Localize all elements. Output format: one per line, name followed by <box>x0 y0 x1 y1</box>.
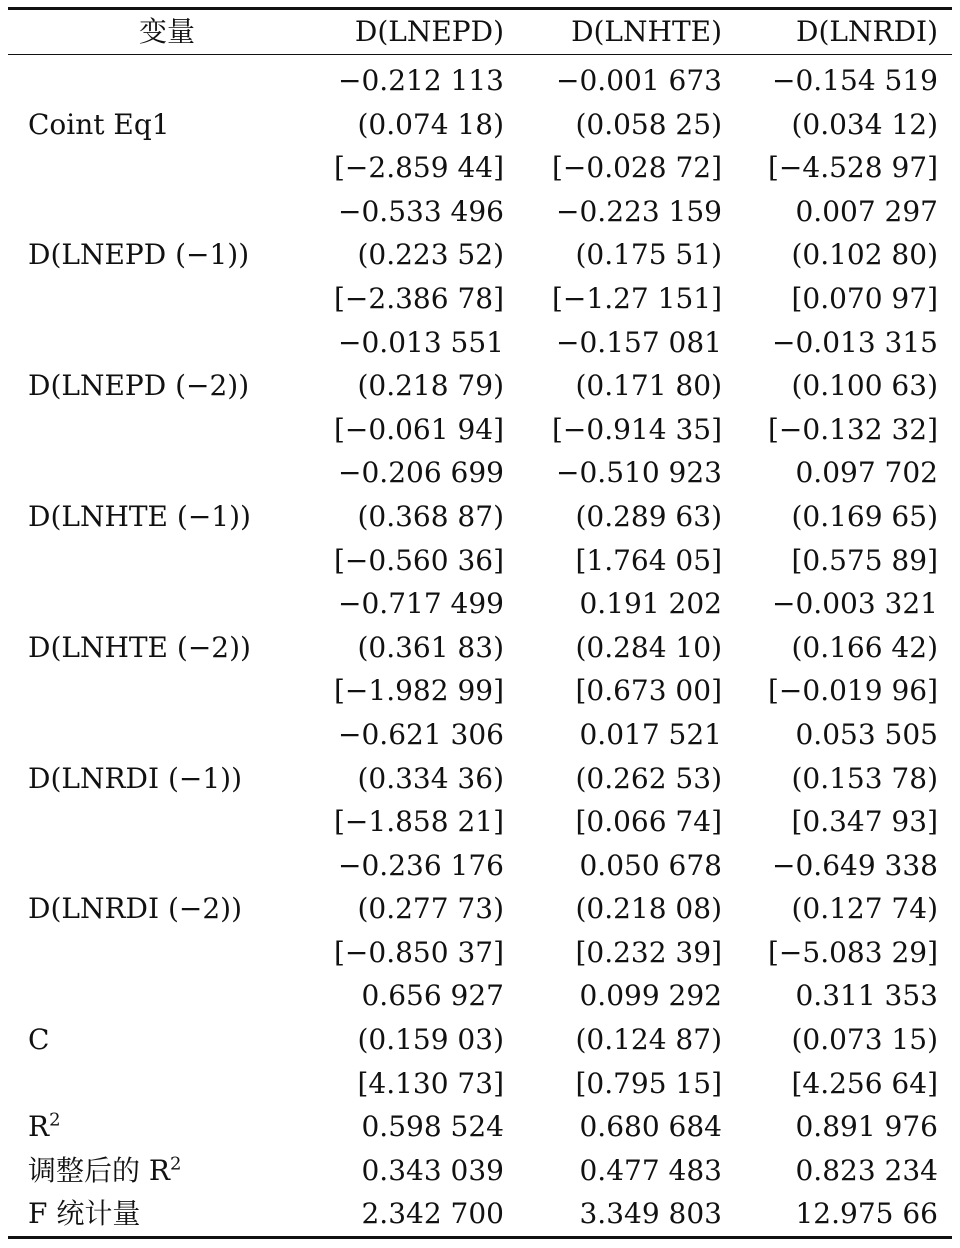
coefficient-cell: −0.013 551 <box>338 325 504 359</box>
std-error-cell: (0.058 25) <box>575 107 722 141</box>
std-error-cell: (0.153 78) <box>791 761 938 795</box>
t-stat-cell: [4.256 64] <box>791 1066 938 1100</box>
table-row <box>8 974 952 1018</box>
stat-label-text: 调整后的 R <box>28 1153 170 1187</box>
t-stat-cell: [0.673 00] <box>575 674 722 708</box>
table-header-row <box>8 9 952 55</box>
stat-value-cell: 12.975 66 <box>795 1197 938 1231</box>
table-row <box>8 495 952 539</box>
stat-row <box>8 1192 952 1237</box>
stat-value-cell: 0.343 039 <box>361 1153 504 1187</box>
empty-label-cell <box>8 974 326 1018</box>
stat-label-superscript: 2 <box>169 1153 182 1175</box>
var-estimates-table <box>8 7 952 1239</box>
empty-label-cell <box>8 408 326 452</box>
t-stat-cell: [0.070 97] <box>791 281 938 315</box>
table-row <box>8 277 952 321</box>
t-stat-cell: [−0.914 35] <box>552 412 722 446</box>
empty-label-cell <box>8 800 326 844</box>
table-row <box>8 1062 952 1106</box>
coefficient-cell: 0.007 297 <box>795 194 938 228</box>
header-lnhte: D(LNHTE) <box>571 15 722 48</box>
variable-label: D(LNRDI (−2)) <box>28 892 243 926</box>
std-error-cell: (0.073 15) <box>791 1023 938 1057</box>
coefficient-cell: 0.053 505 <box>795 717 938 751</box>
t-stat-cell: [−0.028 72] <box>552 151 722 185</box>
coefficient-cell: 0.050 678 <box>579 848 722 882</box>
empty-label-cell <box>8 277 326 321</box>
stat-label-text: F 统计量 <box>28 1197 141 1231</box>
table-row <box>8 931 952 975</box>
t-stat-cell: [−1.982 99] <box>334 674 504 708</box>
t-stat-cell: [−2.386 78] <box>334 281 504 315</box>
stat-value-cell: 0.598 524 <box>361 1110 504 1144</box>
std-error-cell: (0.175 51) <box>575 238 722 272</box>
header-lnepd: D(LNEPD) <box>354 15 504 48</box>
table-row <box>8 800 952 844</box>
stat-value-cell: 3.349 803 <box>579 1197 722 1231</box>
coefficient-cell: −0.212 113 <box>338 64 504 97</box>
stat-value-cell: 0.891 976 <box>795 1110 938 1144</box>
coefficient-cell: 0.656 927 <box>361 979 504 1013</box>
table-row <box>8 451 952 495</box>
variable-label: D(LNEPD (−2)) <box>28 369 250 403</box>
table-row <box>8 55 952 103</box>
std-error-cell: (0.218 79) <box>357 369 504 403</box>
t-stat-cell: [−0.850 37] <box>334 935 504 969</box>
stat-value-cell: 2.342 700 <box>361 1197 504 1231</box>
empty-label-cell <box>8 146 326 190</box>
t-stat-cell: [−1.858 21] <box>334 805 504 839</box>
empty-label-cell <box>8 321 326 365</box>
table-body <box>8 55 952 1238</box>
stat-value-cell: 0.477 483 <box>579 1153 722 1187</box>
coefficient-cell: −0.510 923 <box>556 456 722 490</box>
table-row <box>8 364 952 408</box>
coefficient-cell: −0.157 081 <box>556 325 722 359</box>
coefficient-cell: −0.533 496 <box>338 194 504 228</box>
stat-value-cell: 0.823 234 <box>795 1153 938 1187</box>
t-stat-cell: [0.795 15] <box>575 1066 722 1100</box>
std-error-cell: (0.277 73) <box>357 892 504 926</box>
variable-label: D(LNHTE (−1)) <box>28 499 251 533</box>
table-row <box>8 103 952 147</box>
variable-label: D(LNEPD (−1)) <box>28 238 250 272</box>
coefficient-cell: −0.717 499 <box>338 587 504 621</box>
std-error-cell: (0.074 18) <box>357 107 504 141</box>
std-error-cell: (0.368 87) <box>357 499 504 533</box>
t-stat-cell: [−5.083 29] <box>768 935 938 969</box>
t-stat-cell: [1.764 05] <box>575 543 722 577</box>
table-row <box>8 757 952 801</box>
table-row <box>8 713 952 757</box>
t-stat-cell: [−0.560 36] <box>334 543 504 577</box>
std-error-cell: (0.127 74) <box>791 892 938 926</box>
table-row <box>8 887 952 931</box>
std-error-cell: (0.124 87) <box>575 1023 722 1057</box>
table-row <box>8 190 952 234</box>
coefficient-cell: 0.097 702 <box>795 456 938 490</box>
std-error-cell: (0.284 10) <box>575 630 722 664</box>
coefficient-cell: 0.191 202 <box>579 587 722 621</box>
t-stat-cell: [0.232 39] <box>575 935 722 969</box>
coefficient-cell: 0.311 353 <box>795 979 938 1013</box>
empty-label-cell <box>8 55 326 103</box>
table-row <box>8 844 952 888</box>
stat-label <box>8 1149 326 1193</box>
table-row <box>8 539 952 583</box>
stat-row <box>8 1149 952 1193</box>
coefficient-cell: −0.649 338 <box>772 848 938 882</box>
coefficient-cell: −0.206 699 <box>338 456 504 490</box>
empty-label-cell <box>8 669 326 713</box>
t-stat-cell: [−0.061 94] <box>334 412 504 446</box>
std-error-cell: (0.100 63) <box>791 369 938 403</box>
table-row <box>8 408 952 452</box>
stat-value-cell: 0.680 684 <box>579 1110 722 1144</box>
t-stat-cell: [0.347 93] <box>791 805 938 839</box>
std-error-cell: (0.159 03) <box>357 1023 504 1057</box>
header-variable: 变量 <box>138 15 195 48</box>
t-stat-cell: [−4.528 97] <box>768 151 938 185</box>
header-lnrdi: D(LNRDI) <box>796 15 938 48</box>
coefficient-cell: 0.099 292 <box>579 979 722 1013</box>
std-error-cell: (0.262 53) <box>575 761 722 795</box>
empty-label-cell <box>8 190 326 234</box>
table-row <box>8 626 952 670</box>
coefficient-cell: 0.017 521 <box>579 717 722 751</box>
t-stat-cell: [4.130 73] <box>357 1066 504 1100</box>
stat-label-text: R <box>28 1110 50 1144</box>
empty-label-cell <box>8 1062 326 1106</box>
coefficient-cell: −0.621 306 <box>338 717 504 751</box>
variable-label: Coint Eq1 <box>28 107 170 141</box>
table-row <box>8 146 952 190</box>
std-error-cell: (0.218 08) <box>575 892 722 926</box>
coefficient-cell: −0.223 159 <box>556 194 722 228</box>
regression-table-container <box>8 7 952 1239</box>
std-error-cell: (0.171 80) <box>575 369 722 403</box>
coefficient-cell: −0.001 673 <box>556 64 722 97</box>
std-error-cell: (0.334 36) <box>357 761 504 795</box>
t-stat-cell: [0.066 74] <box>575 805 722 839</box>
t-stat-cell: [0.575 89] <box>791 543 938 577</box>
t-stat-cell: [−0.019 96] <box>768 674 938 708</box>
empty-label-cell <box>8 844 326 888</box>
variable-label: C <box>28 1023 50 1057</box>
coefficient-cell: −0.003 321 <box>772 587 938 621</box>
coefficient-cell: −0.013 315 <box>772 325 938 359</box>
empty-label-cell <box>8 582 326 626</box>
std-error-cell: (0.223 52) <box>357 238 504 272</box>
std-error-cell: (0.169 65) <box>791 499 938 533</box>
std-error-cell: (0.289 63) <box>575 499 722 533</box>
std-error-cell: (0.166 42) <box>791 630 938 664</box>
stat-label <box>8 1192 326 1237</box>
std-error-cell: (0.034 12) <box>791 107 938 141</box>
coefficient-cell: −0.154 519 <box>772 64 938 97</box>
table-row <box>8 1018 952 1062</box>
empty-label-cell <box>8 713 326 757</box>
t-stat-cell: [−2.859 44] <box>334 151 504 185</box>
variable-label: D(LNRDI (−1)) <box>28 761 243 795</box>
table-row <box>8 669 952 713</box>
table-row <box>8 582 952 626</box>
empty-label-cell <box>8 931 326 975</box>
stat-label-superscript: 2 <box>49 1109 61 1131</box>
stat-row <box>8 1105 952 1149</box>
empty-label-cell <box>8 451 326 495</box>
table-row <box>8 233 952 277</box>
stat-label <box>8 1105 326 1149</box>
std-error-cell: (0.361 83) <box>357 630 504 664</box>
table-row <box>8 321 952 365</box>
std-error-cell: (0.102 80) <box>791 238 938 272</box>
coefficient-cell: −0.236 176 <box>338 848 504 882</box>
t-stat-cell: [−0.132 32] <box>768 412 938 446</box>
t-stat-cell: [−1.27 151] <box>552 281 722 315</box>
empty-label-cell <box>8 539 326 583</box>
variable-label: D(LNHTE (−2)) <box>28 630 251 664</box>
